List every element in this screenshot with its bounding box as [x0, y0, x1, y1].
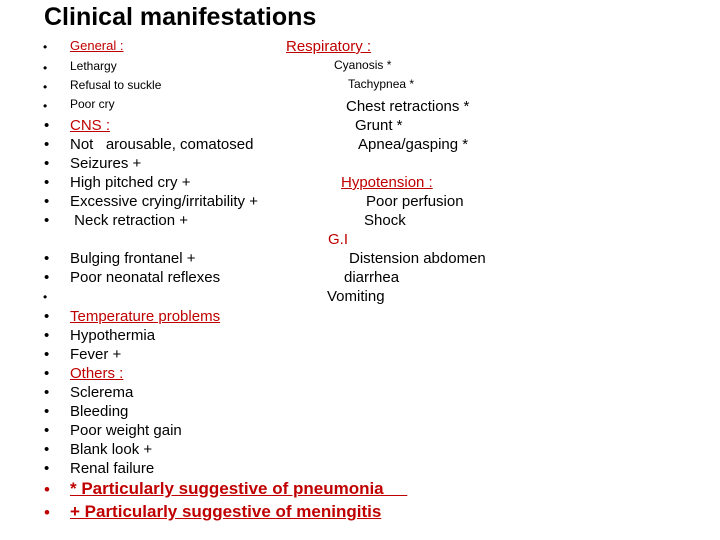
list-item: Apnea/gasping *	[358, 136, 469, 153]
footnote-meningitis: + Particularly suggestive of meningitis	[70, 502, 382, 521]
gi-header: G.I	[328, 231, 349, 248]
list-item: Seizures +	[70, 155, 142, 172]
bullet-icon: •	[44, 403, 50, 420]
bullet-icon: •	[44, 365, 50, 382]
bullet-icon: •	[44, 327, 50, 344]
bullet-icon: •	[44, 422, 50, 439]
hypotension-header: Hypotension :	[341, 174, 433, 191]
bullet-icon: •	[44, 136, 50, 153]
bullet-icon: •	[44, 460, 50, 477]
page-title: Clinical manifestations	[44, 3, 317, 31]
list-item: Lethargy	[70, 59, 117, 73]
footnote-pneumonia: * Particularly suggestive of pneumonia	[70, 479, 408, 498]
bullet-icon: •	[43, 80, 48, 94]
bullet-icon: •	[44, 346, 50, 363]
list-item: diarrhea	[344, 269, 400, 286]
list-item: Neck retraction +	[70, 212, 188, 229]
list-item: Vomiting	[327, 288, 385, 305]
bullet-icon: •	[43, 40, 48, 54]
list-item: High pitched cry +	[70, 174, 191, 191]
list-item: Shock	[364, 212, 406, 229]
others-header: Others :	[70, 365, 124, 382]
list-item: Not arousable, comatosed	[70, 136, 254, 153]
bullet-icon: •	[44, 503, 50, 522]
list-item: Tachypnea *	[348, 77, 415, 91]
bullet-icon: •	[43, 61, 48, 75]
bullet-icon: •	[43, 99, 48, 113]
bullet-icon: •	[44, 384, 50, 401]
list-item: Renal failure	[70, 460, 155, 477]
bullet-icon: •	[44, 117, 50, 134]
respiratory-header: Respiratory :	[286, 38, 372, 55]
bullet-icon: •	[44, 441, 50, 458]
list-item: Refusal to suckle	[70, 78, 162, 92]
list-item: Poor perfusion	[366, 193, 464, 210]
bullet-icon: •	[44, 269, 50, 286]
general-header: General :	[70, 38, 124, 53]
list-item: Bulging frontanel +	[70, 250, 196, 267]
bullet-icon: •	[44, 250, 50, 267]
temperature-header: Temperature problems	[70, 308, 221, 325]
list-item: Poor weight gain	[70, 422, 182, 439]
bullet-icon: •	[44, 480, 50, 499]
list-item: Excessive crying/irritability +	[70, 193, 258, 210]
list-item: Hypothermia	[70, 327, 156, 344]
bullet-icon: •	[44, 212, 50, 229]
list-item: Poor neonatal reflexes	[70, 269, 221, 286]
list-item: Blank look +	[70, 441, 153, 458]
list-item: Fever +	[70, 346, 122, 363]
list-item: Chest retractions *	[346, 98, 470, 115]
list-item: Distension abdomen	[349, 250, 486, 267]
bullet-icon: •	[44, 308, 50, 325]
bullet-icon: •	[44, 174, 50, 191]
cns-header: CNS :	[70, 117, 111, 134]
list-item: Poor cry	[70, 97, 115, 111]
bullet-icon: •	[43, 290, 48, 304]
list-item: Cyanosis *	[334, 58, 392, 72]
bullet-icon: •	[44, 155, 50, 172]
list-item: Bleeding	[70, 403, 129, 420]
list-item: Grunt *	[355, 117, 403, 134]
list-item: Sclerema	[70, 384, 134, 401]
bullet-icon: •	[44, 193, 50, 210]
